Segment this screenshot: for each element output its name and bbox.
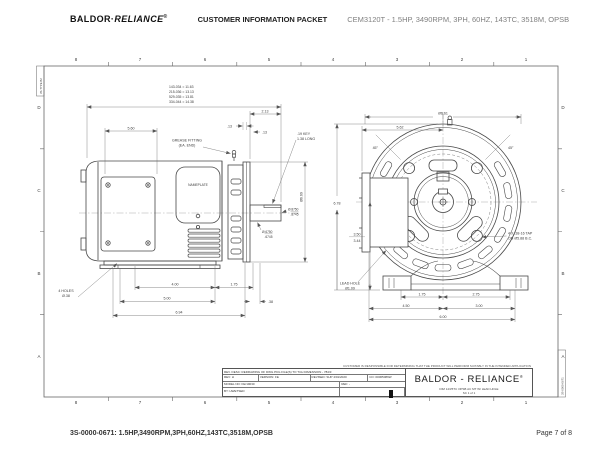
product-title: CEM3120T - 1.5HP, 3490RPM, 3PH, 60HZ, 143TC, 3518M, OPSB — [347, 15, 570, 24]
motor-side-view — [79, 150, 300, 268]
zone-top-3: 3 — [395, 57, 399, 62]
responsibility-note: CUSTOMER IS RESPONSIBLE FOR DETERMINING THAT THE PRODUCT WILL PERFORM SUITABLY IN THE INTENDED APPLICATION — [343, 364, 531, 368]
dim-2-13: 2.13 — [261, 109, 269, 114]
rev-desc: REV. DESC: REDRAWING OF DWG PKG FILE(S) TO TCH DIMENSION - 784/3 — [224, 369, 332, 374]
dim-0-38: .38 — [268, 300, 273, 304]
grease-fitting — [232, 150, 236, 161]
zone-top-2: 2 — [460, 57, 464, 62]
end-conduit-box — [359, 173, 408, 252]
key-label: .19 KEY — [297, 132, 311, 136]
by-field: BY: HWETSED — [223, 388, 340, 396]
footer-doc-number: 3S-0000-0671: 1.5HP,3490RPM,3PH,60HZ,143TC,3518M,OPSB — [70, 430, 273, 437]
zone-bottom-4: 4 — [331, 400, 335, 405]
version-field: VERSION: FE — [259, 375, 311, 381]
title-block-brand-reg: ® — [519, 374, 524, 379]
ref-field: REF: - — [341, 382, 351, 387]
drawing-subtitle: DIM 143/5TC OPSB AC MT W/ LEAD HOLE — [439, 387, 499, 392]
zone-top-1: 1 — [524, 57, 528, 62]
title-block-brand-area — [406, 369, 532, 396]
title-block-brand — [415, 369, 524, 387]
zone-bottom-8: 8 — [74, 400, 78, 405]
angle-left-45: 45° — [372, 146, 378, 150]
nameplate — [176, 167, 220, 229]
zone-left-d: D — [37, 105, 41, 110]
c-dim-row-4: 334-044 = 14.38 — [169, 100, 194, 104]
lead-hole-label: LEAD HOLE — [339, 281, 361, 286]
holes-label-2: Ø.38 — [62, 294, 70, 298]
boss-dia-upper: Ø.6750 — [262, 230, 273, 234]
zone-top-5: 5 — [267, 57, 271, 62]
angle-right-45: 45° — [508, 146, 514, 150]
c-dim-row-3: 529-035 = 13.81 — [169, 95, 194, 99]
terminal-box — [101, 177, 155, 251]
mounting-feet — [100, 261, 220, 269]
holes-label: 4 HOLES — [58, 289, 74, 293]
tap-note: 4 X .38-16 TAP — [508, 231, 533, 236]
logo-reliance: RELIANCE — [114, 14, 164, 24]
dim-5-60: 5.60 — [127, 126, 135, 131]
zone-bottom-2: 2 — [460, 400, 464, 405]
title-block — [222, 364, 533, 397]
by-field-spacer — [340, 388, 405, 396]
rev-field: REV: H — [223, 375, 259, 381]
shaft-dia-lower: .8745 — [290, 212, 299, 217]
zone-top-7: 7 — [138, 57, 142, 62]
c-dim-row-2: 215-036 = 13.13 — [169, 90, 194, 94]
nameplate-label: NAMEPLATE — [188, 183, 208, 187]
left-edge-tag: 3S-TYPE B2 — [39, 78, 43, 94]
motor-end-view — [353, 112, 537, 298]
sheet-number: SC 1 of 1 — [462, 391, 476, 396]
dim-od-6-61: Ø6.61 — [438, 111, 448, 116]
revised-field: REVISED: SUP 4/01/2020 — [311, 375, 369, 381]
dim-d-350: 3.50 — [353, 232, 361, 237]
dim-2-75: 2.75 — [472, 292, 480, 297]
footer-page-number: Page 7 of 8 — [536, 430, 572, 437]
zone-top-8: 8 — [74, 57, 78, 62]
dim-1-75: 1.75 — [230, 282, 238, 287]
dim-6-00: 6.00 — [439, 315, 447, 319]
zone-left-b: B — [37, 271, 41, 276]
vent-louvers — [188, 229, 220, 257]
logo-baldor: BALDOR — [70, 14, 111, 24]
dim-body-od: Ø6.69 — [299, 192, 304, 202]
page-footer — [70, 430, 572, 437]
dim-4-00: 4.00 — [171, 282, 179, 287]
boss-dia-lower: .6745 — [264, 235, 273, 239]
zone-bottom-5: 5 — [267, 400, 271, 405]
dim-d-344: 3.44 — [353, 239, 361, 243]
zone-left-a: A — [37, 354, 41, 359]
zone-bottom-1: 1 — [524, 400, 528, 405]
tap-note-2: ON Ø5.88 B.C. — [508, 236, 533, 241]
zone-labels — [37, 57, 565, 405]
key-label-2: 1.38 LONG — [297, 137, 316, 141]
grease-fitting-label-2: (EA. END) — [178, 143, 196, 148]
zone-left-c: C — [37, 188, 41, 193]
title-block-revision-table — [223, 369, 406, 396]
lead-hole-label-2: Ø1.09 — [345, 286, 355, 291]
side-view-dimensions — [78, 104, 308, 318]
model-field: MODEL NO: FE/19030 — [223, 382, 340, 388]
zone-right-d: D — [561, 105, 565, 110]
right-edge-tag: 3S-0000-0671 — [560, 377, 565, 395]
zone-bottom-7: 7 — [138, 400, 142, 405]
dim-6-78: 6.78 — [333, 201, 341, 206]
side-view-texts — [58, 85, 315, 315]
dim-13-b: .13 — [262, 130, 267, 135]
logo-trademark: ® — [163, 14, 168, 20]
title-block-mark — [389, 390, 393, 398]
dim-4-50: 4.50 — [402, 304, 410, 308]
dim-13-a: .13 — [227, 124, 232, 129]
co-field: CO: 00065086W — [369, 375, 392, 380]
zone-bottom-3: 3 — [395, 400, 399, 405]
logo-dot: · — [110, 14, 115, 24]
zone-right-c: C — [561, 188, 565, 193]
dim-3-00: 3.00 — [475, 304, 483, 308]
grease-fitting-label: GREASE FITTING — [172, 138, 202, 143]
zone-right-b: B — [561, 271, 565, 276]
packet-title: CUSTOMER INFORMATION PACKET — [197, 15, 328, 24]
end-grease-fitting — [448, 116, 453, 125]
zone-top-4: 4 — [331, 57, 335, 62]
zone-bottom-6: 6 — [203, 400, 207, 405]
dim-1-75-end: 1.75 — [418, 292, 426, 297]
zone-right-a: A — [561, 354, 565, 359]
shaft-dia-upper: Ø.8750 — [288, 207, 299, 212]
dim-6-94: 6.94 — [175, 310, 183, 315]
dim-5-00: 5.00 — [163, 296, 171, 301]
title-block-brand-text: BALDOR - RELIANCE — [414, 374, 520, 386]
dim-5-62: 5.62 — [396, 125, 404, 130]
zone-top-6: 6 — [203, 57, 207, 62]
c-dim-row-1: 143-034 = 11.63 — [169, 85, 194, 89]
